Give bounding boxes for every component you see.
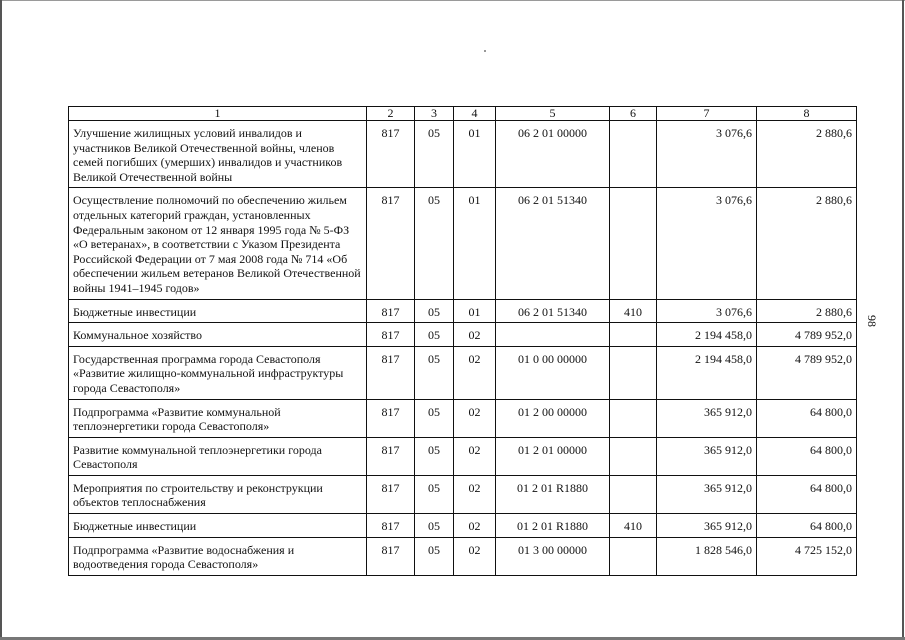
row-section-cell: 05 xyxy=(415,437,454,475)
row-name-cell: Коммунальное хозяйство xyxy=(69,323,367,347)
row-amount-8-cell: 64 800,0 xyxy=(757,399,857,437)
row-expense-type-cell xyxy=(610,323,657,347)
table-row xyxy=(69,299,857,323)
row-subsection-cell: 01 xyxy=(454,121,496,188)
row-subsection-cell: 02 xyxy=(454,514,496,538)
row-expense-type-cell xyxy=(610,399,657,437)
row-ministry-cell: 817 xyxy=(367,323,415,347)
table-row xyxy=(69,346,857,399)
row-amount-8-cell: 64 800,0 xyxy=(757,514,857,538)
row-ministry-cell: 817 xyxy=(367,188,415,299)
scan-speck xyxy=(484,50,486,52)
row-amount-8-cell: 64 800,0 xyxy=(757,437,857,475)
row-name-cell: Подпрограмма «Развитие коммунальной теплоэнергетики города Севастополя» xyxy=(69,399,367,437)
header-cell-4: 4 xyxy=(454,107,496,121)
row-section-cell: 05 xyxy=(415,188,454,299)
row-section-cell: 05 xyxy=(415,399,454,437)
row-amount-7-cell: 365 912,0 xyxy=(657,399,757,437)
table-row xyxy=(69,514,857,538)
row-name-cell: Развитие коммунальной теплоэнергетики города Севастополя xyxy=(69,437,367,475)
row-amount-7-cell: 1 828 546,0 xyxy=(657,537,757,575)
row-amount-7-cell: 3 076,6 xyxy=(657,188,757,299)
row-subsection-cell: 02 xyxy=(454,475,496,513)
row-target-code-cell: 01 2 01 R1880 xyxy=(496,475,610,513)
row-target-code-cell: 01 2 01 R1880 xyxy=(496,514,610,538)
row-expense-type-cell xyxy=(610,437,657,475)
row-subsection-cell: 02 xyxy=(454,346,496,399)
row-amount-7-cell: 3 076,6 xyxy=(657,121,757,188)
row-section-cell: 05 xyxy=(415,299,454,323)
row-section-cell: 05 xyxy=(415,537,454,575)
header-cell-2: 2 xyxy=(367,107,415,121)
row-ministry-cell: 817 xyxy=(367,399,415,437)
row-ministry-cell: 817 xyxy=(367,299,415,323)
row-target-code-cell xyxy=(496,323,610,347)
row-section-cell: 05 xyxy=(415,346,454,399)
table-row xyxy=(69,121,857,188)
header-cell-7: 7 xyxy=(657,107,757,121)
scan-edge-top xyxy=(0,0,905,1)
row-subsection-cell: 02 xyxy=(454,323,496,347)
row-amount-8-cell: 64 800,0 xyxy=(757,475,857,513)
row-amount-8-cell: 4 789 952,0 xyxy=(757,346,857,399)
row-name-cell: Бюджетные инвестиции xyxy=(69,514,367,538)
row-ministry-cell: 817 xyxy=(367,514,415,538)
header-cell-3: 3 xyxy=(415,107,454,121)
row-amount-7-cell: 3 076,6 xyxy=(657,299,757,323)
row-target-code-cell: 06 2 01 51340 xyxy=(496,299,610,323)
page-number: 98 xyxy=(865,315,879,327)
table-row xyxy=(69,437,857,475)
table-row xyxy=(69,537,857,575)
row-name-cell: Осуществление полномочий по обеспечению жильем отдельных категорий граждан, установленных Федеральным законом от 12 января 1995 года № 5-ФЗ «О ветеранах», в соответствии с Указом Президента Российской Федерации от 7 мая 2008 года № 714 «Об обеспечении жильем ветеранов Великой Отечественной войны 1941–1945 годов» xyxy=(69,188,367,299)
header-cell-8: 8 xyxy=(757,107,857,121)
row-target-code-cell: 01 2 00 00000 xyxy=(496,399,610,437)
row-expense-type-cell xyxy=(610,121,657,188)
scan-edge-right xyxy=(902,0,904,640)
row-ministry-cell: 817 xyxy=(367,537,415,575)
row-ministry-cell: 817 xyxy=(367,437,415,475)
row-subsection-cell: 02 xyxy=(454,399,496,437)
header-cell-6: 6 xyxy=(610,107,657,121)
row-name-cell: Улучшение жилищных условий инвалидов и участников Великой Отечественной войны, членов семей погибших (умерших) инвалидов и участников Великой Отечественной войны xyxy=(69,121,367,188)
table-row xyxy=(69,323,857,347)
budget-table xyxy=(68,106,857,576)
row-section-cell: 05 xyxy=(415,121,454,188)
row-amount-7-cell: 365 912,0 xyxy=(657,437,757,475)
row-section-cell: 05 xyxy=(415,514,454,538)
row-ministry-cell: 817 xyxy=(367,475,415,513)
table-row xyxy=(69,475,857,513)
header-cell-5: 5 xyxy=(496,107,610,121)
row-subsection-cell: 01 xyxy=(454,299,496,323)
row-subsection-cell: 02 xyxy=(454,537,496,575)
row-target-code-cell: 01 3 00 00000 xyxy=(496,537,610,575)
row-target-code-cell: 01 2 01 00000 xyxy=(496,437,610,475)
row-expense-type-cell xyxy=(610,188,657,299)
row-target-code-cell: 06 2 01 51340 xyxy=(496,188,610,299)
row-expense-type-cell: 410 xyxy=(610,299,657,323)
row-target-code-cell: 01 0 00 00000 xyxy=(496,346,610,399)
table-row xyxy=(69,188,857,299)
row-amount-7-cell: 365 912,0 xyxy=(657,475,757,513)
row-amount-8-cell: 2 880,6 xyxy=(757,299,857,323)
row-subsection-cell: 02 xyxy=(454,437,496,475)
row-ministry-cell: 817 xyxy=(367,346,415,399)
scan-edge-left xyxy=(0,0,2,640)
row-amount-8-cell: 4 789 952,0 xyxy=(757,323,857,347)
row-name-cell: Бюджетные инвестиции xyxy=(69,299,367,323)
row-expense-type-cell: 410 xyxy=(610,514,657,538)
header-cell-1: 1 xyxy=(69,107,367,121)
row-name-cell: Государственная программа города Севастополя «Развитие жилищно-коммунальной инфраструктуры города Севастополя» xyxy=(69,346,367,399)
header-row xyxy=(69,107,857,121)
row-expense-type-cell xyxy=(610,346,657,399)
row-name-cell: Мероприятия по строительству и реконструкции объектов теплоснабжения xyxy=(69,475,367,513)
row-amount-7-cell: 2 194 458,0 xyxy=(657,323,757,347)
row-expense-type-cell xyxy=(610,475,657,513)
row-target-code-cell: 06 2 01 00000 xyxy=(496,121,610,188)
row-amount-8-cell: 2 880,6 xyxy=(757,188,857,299)
row-section-cell: 05 xyxy=(415,323,454,347)
row-amount-7-cell: 365 912,0 xyxy=(657,514,757,538)
row-expense-type-cell xyxy=(610,537,657,575)
table-row xyxy=(69,399,857,437)
row-amount-7-cell: 2 194 458,0 xyxy=(657,346,757,399)
row-amount-8-cell: 4 725 152,0 xyxy=(757,537,857,575)
row-name-cell: Подпрограмма «Развитие водоснабжения и водоотведения города Севастополя» xyxy=(69,537,367,575)
row-subsection-cell: 01 xyxy=(454,188,496,299)
row-section-cell: 05 xyxy=(415,475,454,513)
row-ministry-cell: 817 xyxy=(367,121,415,188)
row-amount-8-cell: 2 880,6 xyxy=(757,121,857,188)
